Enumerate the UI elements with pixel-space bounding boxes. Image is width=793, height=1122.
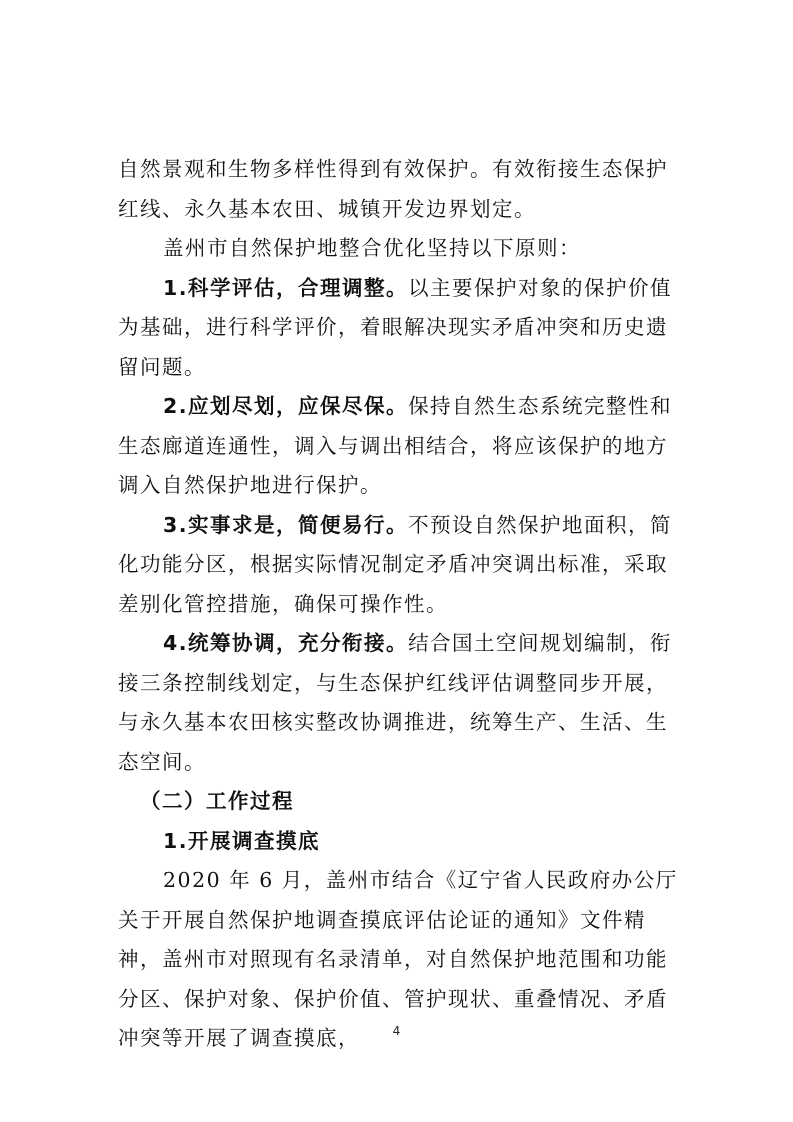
paragraph: 自然景观和生物多样性得到有效保护。有效衔接生态保护红线、永久基本农田、城镇开发边界划定。 bbox=[118, 157, 668, 221]
principle-body: 不预设自然保护地面积，简化功能分区，根据实际情况制定矛盾冲突调出标准，采取差别化管控措施，确保可操作性。 bbox=[118, 512, 673, 616]
sub-heading: 1.开展调查摸底 bbox=[163, 828, 321, 853]
principle-body: 结合国土空间规划编制，衔接三条控制线划定，与生态保护红线评估调整同步开展，与永久基本农田核实整改协调推进，统筹生产、生活、生态空间。 bbox=[118, 631, 673, 774]
principle-item bbox=[118, 269, 688, 388]
principle-item bbox=[118, 387, 688, 506]
principle-lead: 4.统筹协调，充分衔接。 bbox=[163, 631, 409, 655]
body-text bbox=[118, 150, 688, 1059]
principle-lead: 1.科学评估，合理调整。 bbox=[163, 275, 409, 300]
principle-body: 保持自然生态系统完整性和生态廊道连通性，调入与调出相结合，将应该保护的地方调入自然保护地进行保护。 bbox=[118, 394, 673, 497]
paragraph: 盖州市自然保护地整合优化坚持以下原则： bbox=[163, 236, 581, 260]
principle-body: 以主要保护对象的保护价值为基础，进行科学评价，着眼解决现实矛盾冲突和历史遗留问题。 bbox=[118, 275, 673, 379]
paragraph: 2020 年 6 月，盖州市结合《辽宁省人民政府办公厅关于开展自然保护地调查摸底评估论证的通知》文件精神，盖州市对照现有名录清单，对自然保护地范围和功能分区、保护对象、保护价值、管护现状、重叠情况、矛盾冲突等开展了调查摸底， bbox=[118, 868, 678, 1050]
principle-item bbox=[118, 506, 688, 625]
principle-lead: 3.实事求是，简便易行。 bbox=[163, 512, 409, 537]
principle-item bbox=[118, 624, 688, 782]
principle-lead: 2.应划尽划，应保尽保。 bbox=[163, 394, 409, 418]
page-number: 4 bbox=[392, 1024, 401, 1038]
section-heading: （二）工作过程 bbox=[140, 789, 294, 813]
